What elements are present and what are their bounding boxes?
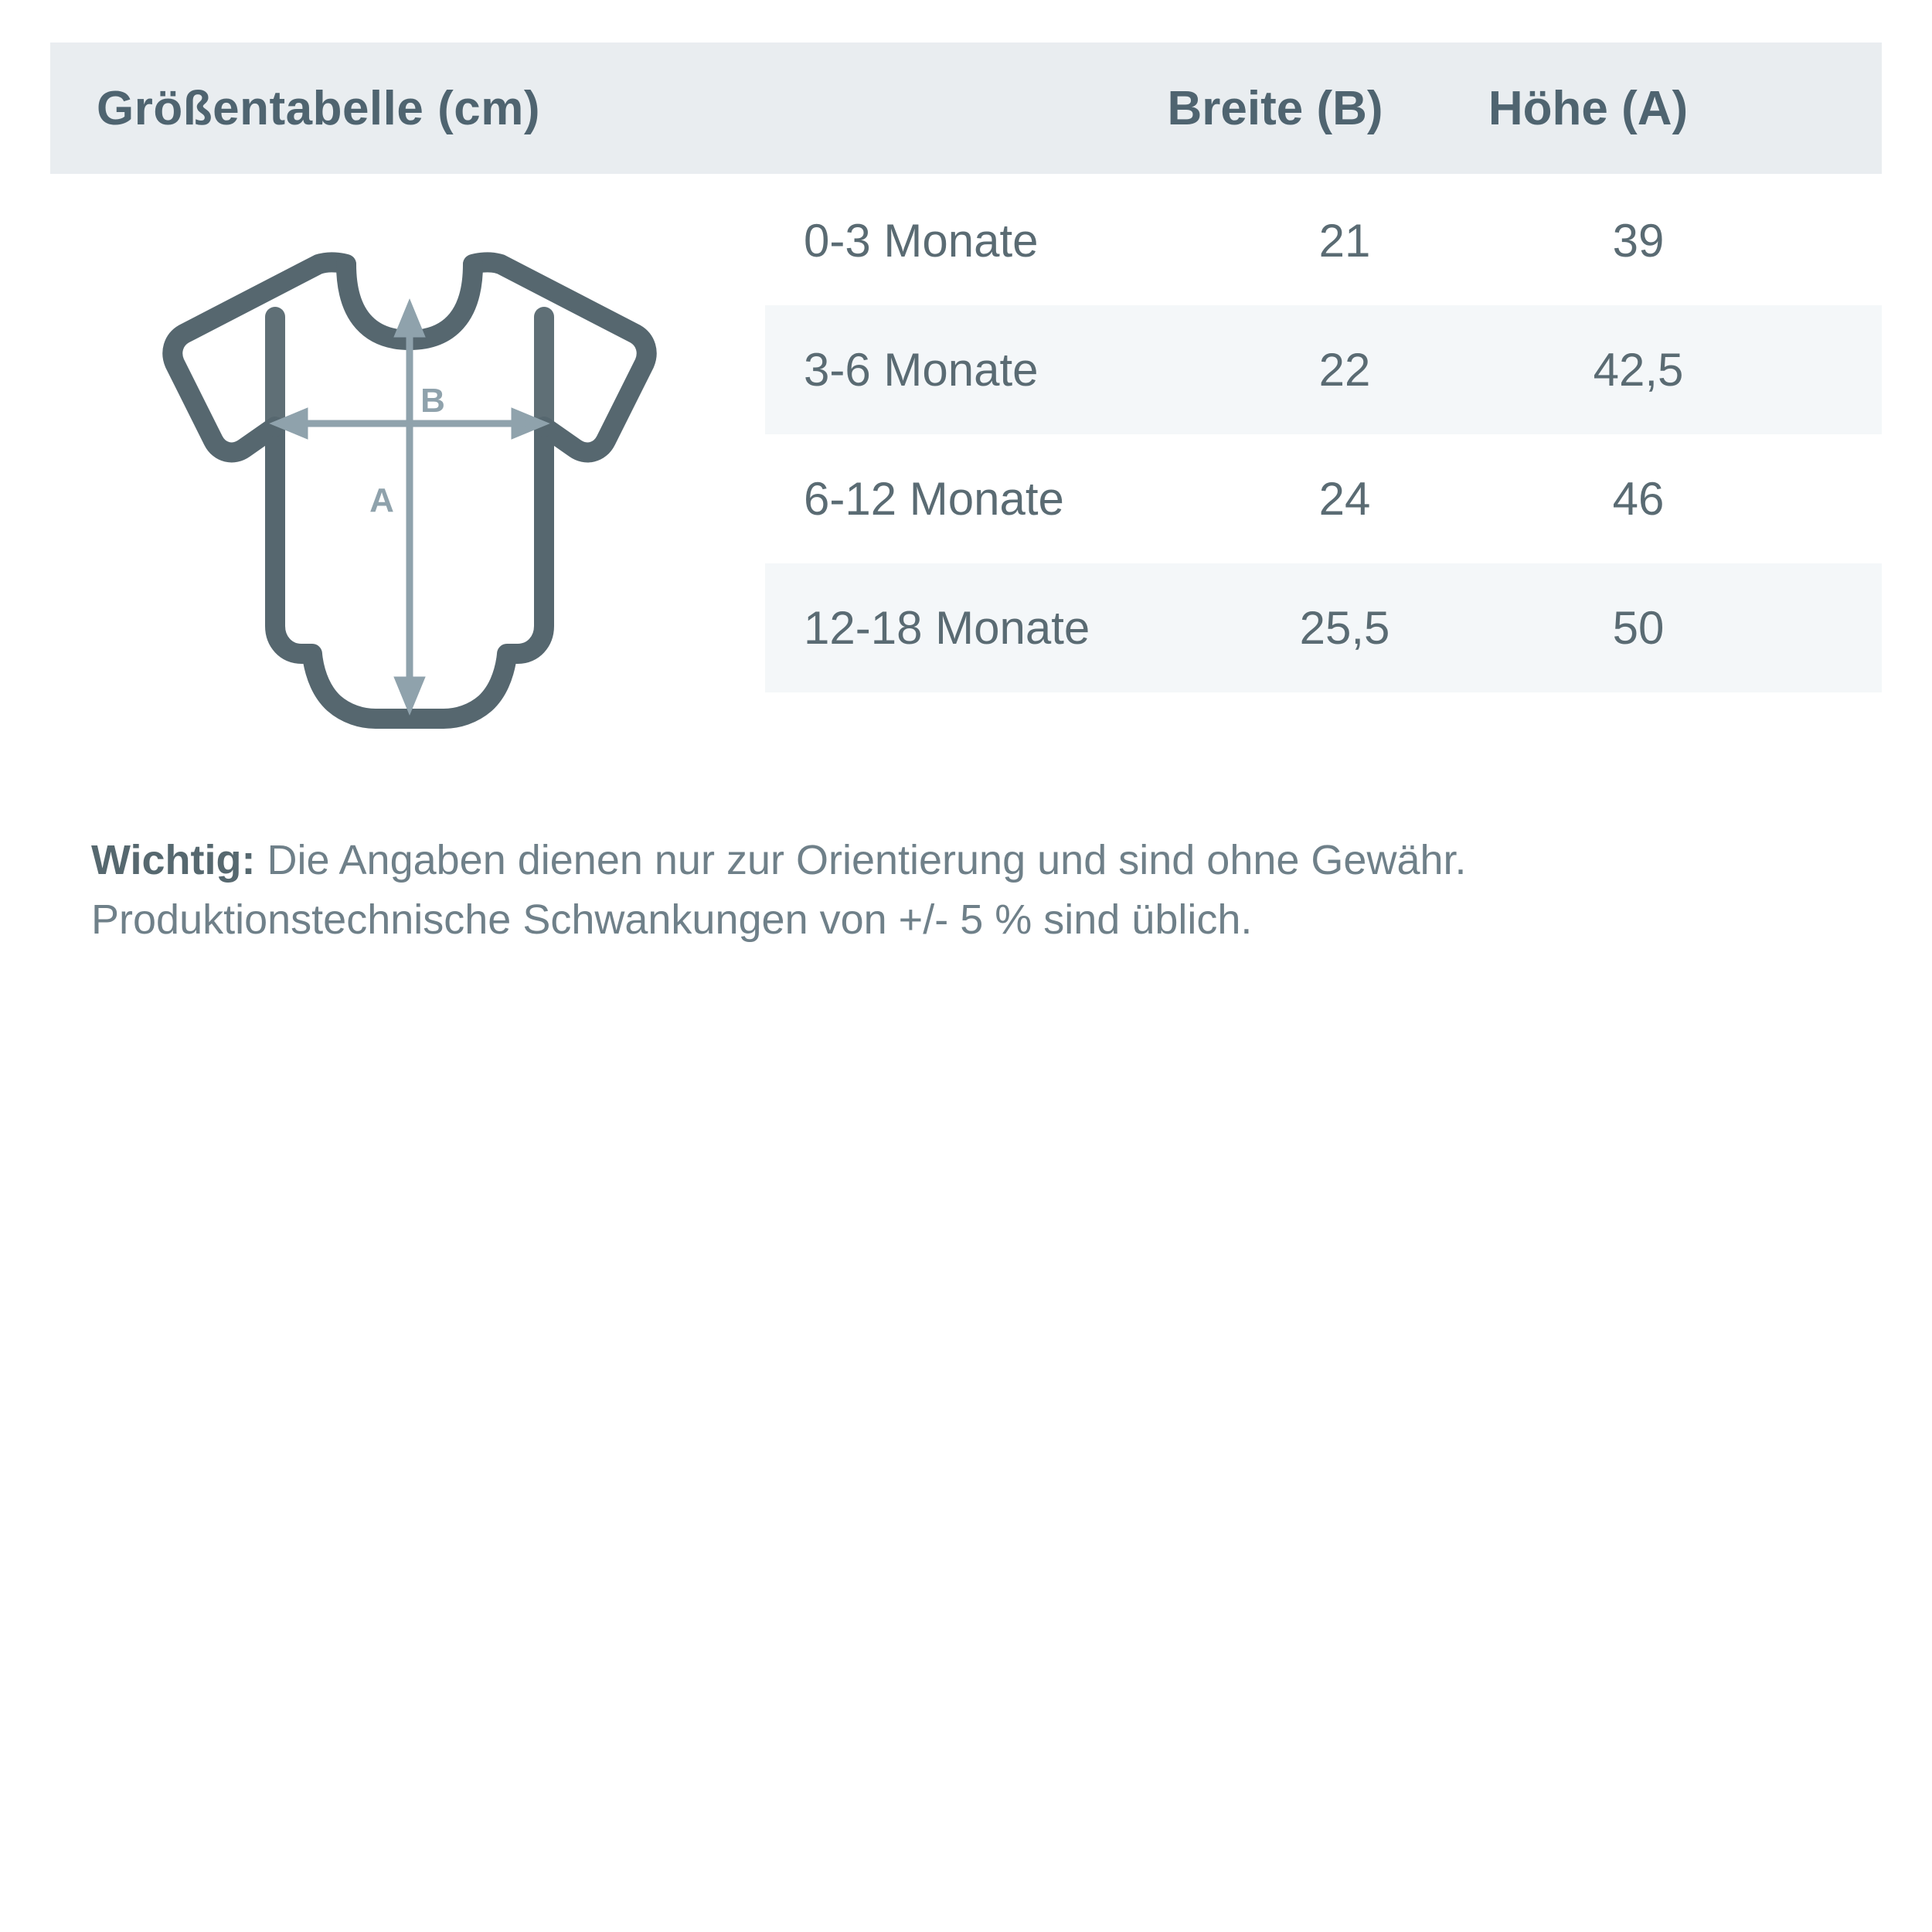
table-row: [765, 305, 1882, 434]
disclaimer-lead: Wichtig:: [91, 837, 256, 883]
table-row: [765, 176, 1882, 305]
cell-height: 42,5: [1593, 344, 1684, 396]
cell-size: 0-3 Monate: [804, 215, 1039, 267]
table-header-band: [50, 43, 1882, 174]
cell-height: 39: [1612, 215, 1665, 267]
garment-diagram: [139, 224, 680, 765]
cell-size: 12-18 Monate: [804, 602, 1090, 654]
cell-width: 21: [1318, 215, 1371, 267]
table-row: [765, 434, 1882, 563]
column-header-height: Höhe (A): [1488, 82, 1689, 135]
size-table: [765, 176, 1882, 692]
cell-size: 6-12 Monate: [804, 473, 1064, 525]
height-label: A: [369, 481, 394, 519]
cell-width: 24: [1318, 473, 1371, 525]
page-title: Größentabelle (cm): [97, 82, 540, 135]
disclaimer-text: Die Angaben dienen nur zur Orientierung und sind ohne Gewähr. Produktionstechnische Schwankungen von +/- 5 % sind üblich.: [91, 837, 1467, 943]
disclaimer-note: [91, 831, 1845, 949]
cell-height: 46: [1612, 473, 1665, 525]
width-label: B: [420, 382, 445, 420]
cell-width: 22: [1318, 344, 1371, 396]
cell-width: 25,5: [1299, 602, 1390, 654]
cell-size: 3-6 Monate: [804, 344, 1039, 396]
cell-height: 50: [1612, 602, 1665, 654]
table-row: [765, 563, 1882, 692]
height-measure-arrow: [399, 308, 420, 706]
column-header-width: Breite (B): [1167, 82, 1383, 135]
